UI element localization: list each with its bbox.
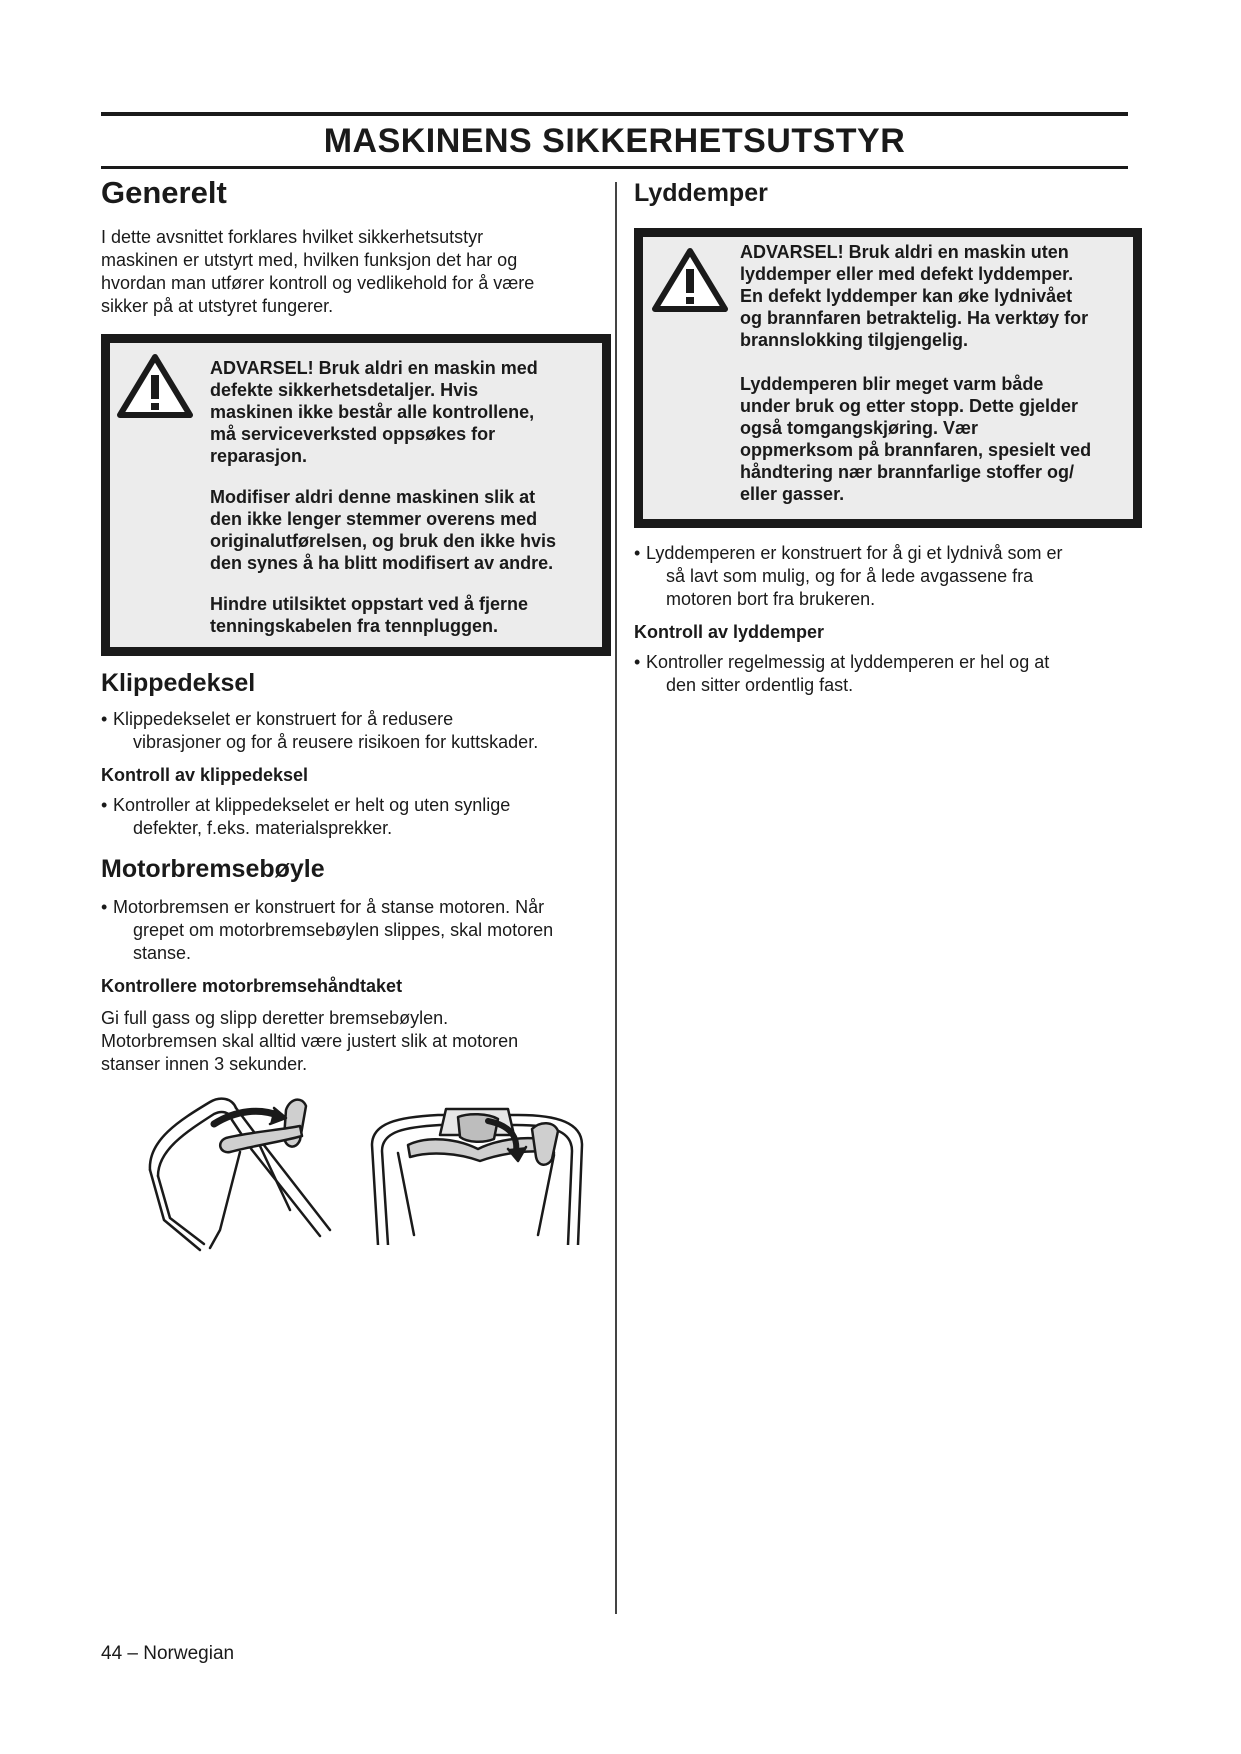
generelt-intro: I dette avsnittet forklares hvilket sikkerhetsutstyr maskinen er utstyrt med, hvilken funksjon det har og hvordan man utfører kontroll og vedlikehold for å være sikker på at utstyret fungerer. (101, 227, 535, 316)
brake-bail-illustration-front (368, 1095, 588, 1245)
page-title: MASKINENS SIKKERHETSUTSTYR (323, 122, 906, 160)
motorbrems-bullet: • Motorbremsen er konstruert for å stanse motoren. Når grepet om motorbremsebøylen slippes, skal motoren stanse. (101, 897, 554, 963)
generelt-heading: Generelt (101, 175, 227, 210)
header-rule-bottom (101, 166, 1128, 169)
klippedeksel-heading: Klippedeksel (101, 669, 256, 697)
safety-warning-box (101, 334, 611, 656)
lyddemper-heading: Lyddemper (634, 179, 768, 207)
safety-warning-text: ADVARSEL! Bruk aldri en maskin med defekte sikkerhetsdetaljer. Hvis maskinen ikke består alle kontrollene, må serviceverksted oppsøkes for reparasjon. Modifiser aldri denne maskinen slik at den ikke lenger stemmer overens med originalutførelsen, og bruk den ikke hvis den synes å ha blitt modifisert av andre. Hindre utilsiktet oppstart ved å fjerne tenningskabelen fra tennpluggen. (210, 358, 557, 636)
motorbrems-text: Gi full gass og slipp deretter bremsebøylen. Motorbremsen skal alltid være justert slik at motoren stanser innen 3 sekunder. (101, 1008, 519, 1074)
page-footer: 44 – Norwegian (101, 1643, 235, 1664)
lyddemper-subheading: Kontroll av lyddemper (634, 622, 825, 642)
lyddemper-bullet: • Lyddemperen er konstruert for å gi et lydnivå som er så lavt som mulig, og for å lede avgassene fra motoren bort fra brukeren. (634, 543, 1063, 609)
klippedeksel-subheading: Kontroll av klippedeksel (101, 765, 309, 785)
motorbrems-heading: Motorbremsebøyle (101, 855, 325, 883)
header-rule-top (101, 112, 1128, 116)
left-column (101, 172, 607, 1076)
column-divider (615, 182, 617, 1614)
right-column (634, 172, 1140, 697)
muffler-warning-box (634, 228, 1142, 528)
motorbrems-subheading: Kontrollere motorbremsehåndtaket (101, 976, 403, 996)
lyddemper-check-bullet: • Kontroller regelmessig at lyddemperen er hel og at den sitter ordentlig fast. (634, 652, 1050, 695)
klippedeksel-check-bullet: • Kontroller at klippedekselet er helt og uten synlige defekter, f.eks. materialsprekker. (101, 795, 511, 838)
brake-bail-illustration-side (140, 1080, 360, 1255)
warning-triangle-icon (116, 353, 194, 424)
muffler-warning-text: ADVARSEL! Bruk aldri en maskin uten lyddemper eller med defekt lyddemper. En defekt lyddemper kan øke lydnivået og brannfaren betraktelig. Ha verktøy for brannslokking tilgjengelig. Lyddemperen blir meget varm både under bruk og etter stopp. Dette gjelder også tomgangskjøring. Vær oppmerksom på brannfaren, spesielt ved håndtering nær brannfarlige stoffer og/ eller gasser. (740, 242, 1092, 504)
klippedeksel-bullet: • Klippedekselet er konstruert for å redusere vibrasjoner og for å reusere risikoen for kuttskader. (101, 709, 539, 752)
warning-triangle-icon (651, 247, 729, 318)
